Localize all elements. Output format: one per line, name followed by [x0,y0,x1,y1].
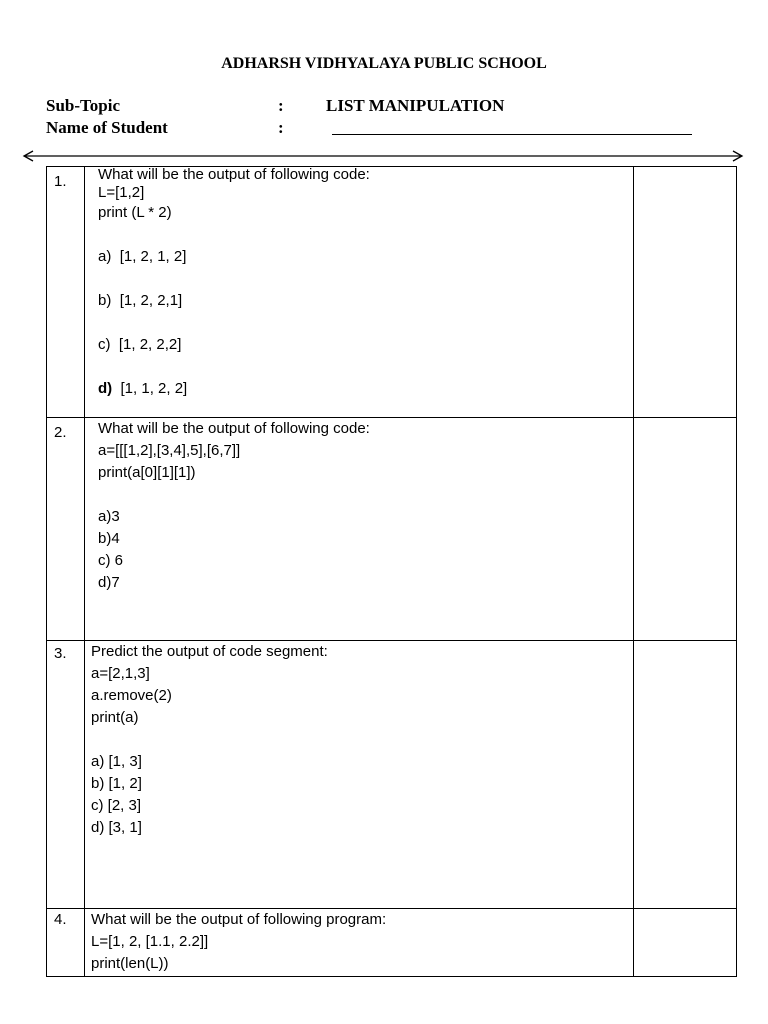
option-a: a)3 [98,508,120,525]
question-body-cell [85,418,634,641]
question-body-cell [85,909,634,977]
option-a: a) [1, 2, 1, 2] [98,248,187,265]
code-line: a=[[[1,2],[3,4],5],[6,7]] [98,442,241,459]
question-number: 4. [54,911,67,928]
answer-cell[interactable] [634,167,737,418]
code-line: a=[2,1,3] [91,665,150,682]
question-number: 2. [54,424,67,441]
option-c: c) 6 [98,552,124,569]
double-arrow-divider [22,150,744,162]
school-name: ADHARSH VIDHYALAYA PUBLIC SCHOOL [221,55,547,72]
question-number: 3. [54,645,67,662]
code-line: print(a[0][1][1]) [98,464,196,481]
question-prompt: What will be the output of following code: [98,166,370,183]
question-number-cell [47,641,85,909]
code-line: print(a) [91,709,139,726]
option-b: b) [1, 2] [91,775,142,792]
question-prompt: What will be the output of following program: [91,911,387,928]
question-table [46,166,737,977]
question-row [47,167,737,418]
student-name-blank[interactable] [332,134,692,135]
code-line: L=[1, 2, [1.1, 2.2]] [91,933,209,950]
option-d: d)7 [98,574,120,591]
answer-cell[interactable] [634,641,737,909]
question-row [47,418,737,641]
sub-topic-label: Sub-Topic [46,96,121,115]
sub-topic-colon: : [278,96,284,115]
code-line: a.remove(2) [91,687,172,704]
answer-cell[interactable] [634,909,737,977]
option-b: b) [1, 2, 2,1] [98,292,183,309]
question-prompt: What will be the output of following code: [98,420,370,437]
question-number: 1. [54,173,67,190]
question-prompt: Predict the output of code segment: [91,643,328,660]
question-body-cell [85,641,634,909]
question-number-cell [47,909,85,977]
question-row [47,909,737,977]
option-b: b)4 [98,530,120,547]
option-d: d) [1, 1, 2, 2] [98,380,188,397]
option-d: d) [3, 1] [91,819,142,836]
question-number-cell [47,418,85,641]
code-line: L=[1,2] [98,184,145,201]
question-body-cell [85,167,634,418]
option-c: c) [2, 3] [91,797,142,814]
answer-cell[interactable] [634,418,737,641]
student-name-colon: : [278,118,284,137]
code-line: print (L * 2) [98,204,172,221]
student-name-label: Name of Student [46,118,168,137]
question-number-cell [47,167,85,418]
code-line: print(len(L)) [91,955,169,972]
sub-topic-value: LIST MANIPULATION [326,96,505,115]
question-row [47,641,737,909]
option-a: a) [1, 3] [91,753,142,770]
option-c: c) [1, 2, 2,2] [98,336,182,353]
